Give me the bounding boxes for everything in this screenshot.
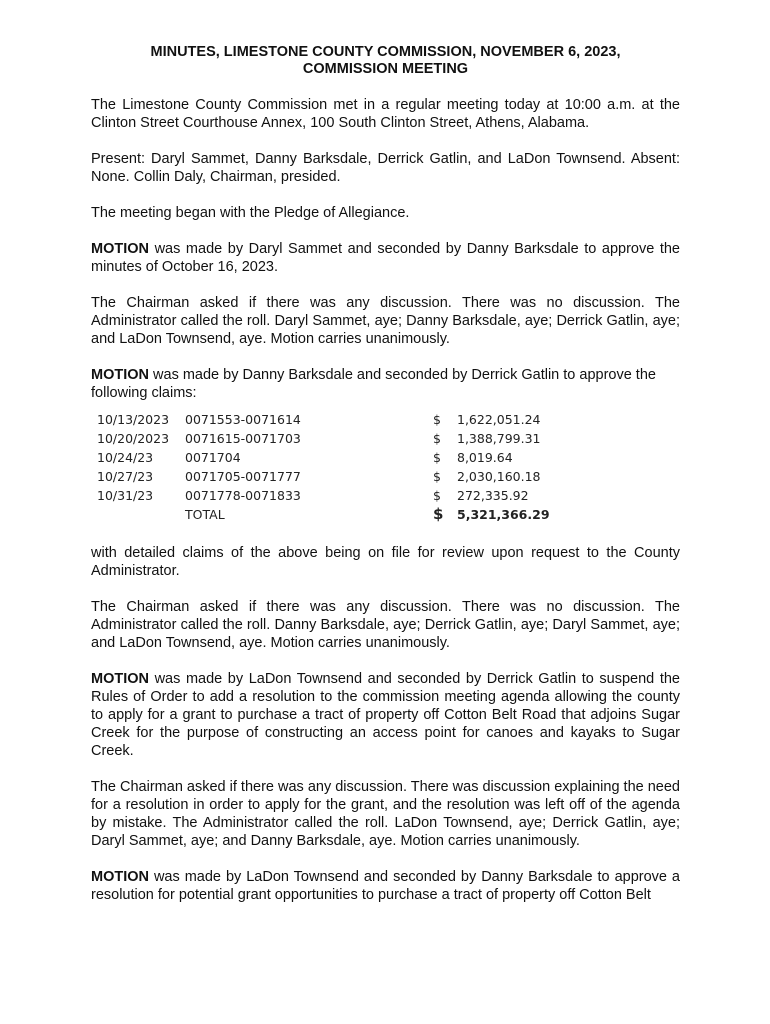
motion-text: was made by LaDon Townsend and seconded by Danny Barksdale to approve a resolution for potential grant opportunities to purchase a tract of property off Cotton Belt [91, 869, 680, 903]
document-title [91, 44, 680, 78]
claim-range: 0071704 [185, 450, 241, 465]
motion-approve-minutes [91, 240, 680, 276]
claim-currency: $ [433, 469, 441, 484]
paragraph-roll-call-3: The Chairman asked if there was any discussion. There was discussion explaining the need for a resolution in order to apply for the grant, and the resolution was left off of the agenda by mistake. The Administrator called the roll. LaDon Townsend, aye; Derrick Gatlin, aye; Daryl Sammet, aye; and Danny Barksdale, aye. Motion carries unanimously. [91, 779, 680, 849]
claim-range: 0071705-0071777 [185, 469, 301, 484]
table-row [97, 448, 577, 467]
claim-amount: 1,388,799.31 [457, 431, 541, 446]
total-currency: $ [433, 505, 444, 523]
table-row [97, 410, 577, 429]
motion-text: was made by LaDon Townsend and seconded by Derrick Gatlin to suspend the Rules of Order to add a resolution to the commission meeting agenda allowing the county to apply for a grant to purchase a tract of property off Cotton Belt Road that adjoins Sugar Creek for the purpose of constructing an access point for canoes and kayaks to Sugar Creek. [91, 671, 680, 759]
claim-date: 10/24/23 [97, 450, 154, 465]
claim-date: 10/31/23 [97, 488, 154, 503]
claim-currency: $ [433, 488, 441, 503]
table-row [97, 467, 577, 486]
claim-currency: $ [433, 431, 441, 446]
paragraph-pledge: The meeting began with the Pledge of Allegiance. [91, 205, 410, 221]
title-line-2: COMMISSION MEETING [302, 61, 469, 77]
motion-label: MOTION [91, 367, 149, 383]
motion-label: MOTION [91, 869, 149, 885]
total-label: TOTAL [185, 507, 225, 522]
claim-range: 0071553-0071614 [185, 412, 301, 427]
title-line-1: MINUTES, LIMESTONE COUNTY COMMISSION, NOVEMBER 6, 2023, [150, 44, 621, 60]
claim-amount: 272,335.92 [457, 488, 529, 503]
claim-range: 0071615-0071703 [185, 431, 301, 446]
claim-date: 10/13/2023 [97, 412, 170, 427]
table-row [97, 429, 577, 448]
motion-approve-claims [91, 366, 680, 402]
claim-amount: 1,622,051.24 [457, 412, 541, 427]
claim-currency: $ [433, 450, 441, 465]
claim-range: 0071778-0071833 [185, 488, 301, 503]
table-row [97, 486, 577, 505]
total-row [97, 505, 577, 524]
motion-text: was made by Danny Barksdale and seconded by Derrick Gatlin to approve the following claims: [91, 367, 656, 401]
paragraph-attendance: Present: Daryl Sammet, Danny Barksdale, Derrick Gatlin, and LaDon Townsend. Absent: None. Collin Daly, Chairman, presided. [91, 151, 680, 185]
total-amount: 5,321,366.29 [457, 507, 550, 522]
paragraph-claims-on-file: with detailed claims of the above being on file for review upon request to the County Administrator. [91, 545, 680, 579]
claim-amount: 2,030,160.18 [457, 469, 541, 484]
paragraph-roll-call-2: The Chairman asked if there was any discussion. There was no discussion. The Administrator called the roll. Danny Barksdale, aye; Derrick Gatlin, aye; Daryl Sammet, aye; and LaDon Townsend, aye. Motion carries unanimously. [91, 599, 680, 651]
motion-label: MOTION [91, 671, 149, 687]
claim-currency: $ [433, 412, 441, 427]
claims-table [97, 410, 577, 524]
paragraph-roll-call-1: The Chairman asked if there was any discussion. There was no discussion. The Administrator called the roll. Daryl Sammet, aye; Danny Barksdale, aye; Derrick Gatlin, aye; and LaDon Townsend, aye. Motion carries unanimously. [91, 295, 680, 347]
claim-date: 10/20/2023 [97, 431, 170, 446]
claim-date: 10/27/23 [97, 469, 154, 484]
motion-suspend-rules [91, 670, 680, 760]
motion-label: MOTION [91, 241, 149, 257]
motion-approve-resolution [91, 868, 680, 904]
motion-text: was made by Daryl Sammet and seconded by Danny Barksdale to approve the minutes of October 16, 2023. [91, 241, 680, 275]
paragraph-meeting-intro: The Limestone County Commission met in a regular meeting today at 10:00 a.m. at the Clinton Street Courthouse Annex, 100 South Clinton Street, Athens, Alabama. [91, 97, 680, 131]
claim-amount: 8,019.64 [457, 450, 513, 465]
